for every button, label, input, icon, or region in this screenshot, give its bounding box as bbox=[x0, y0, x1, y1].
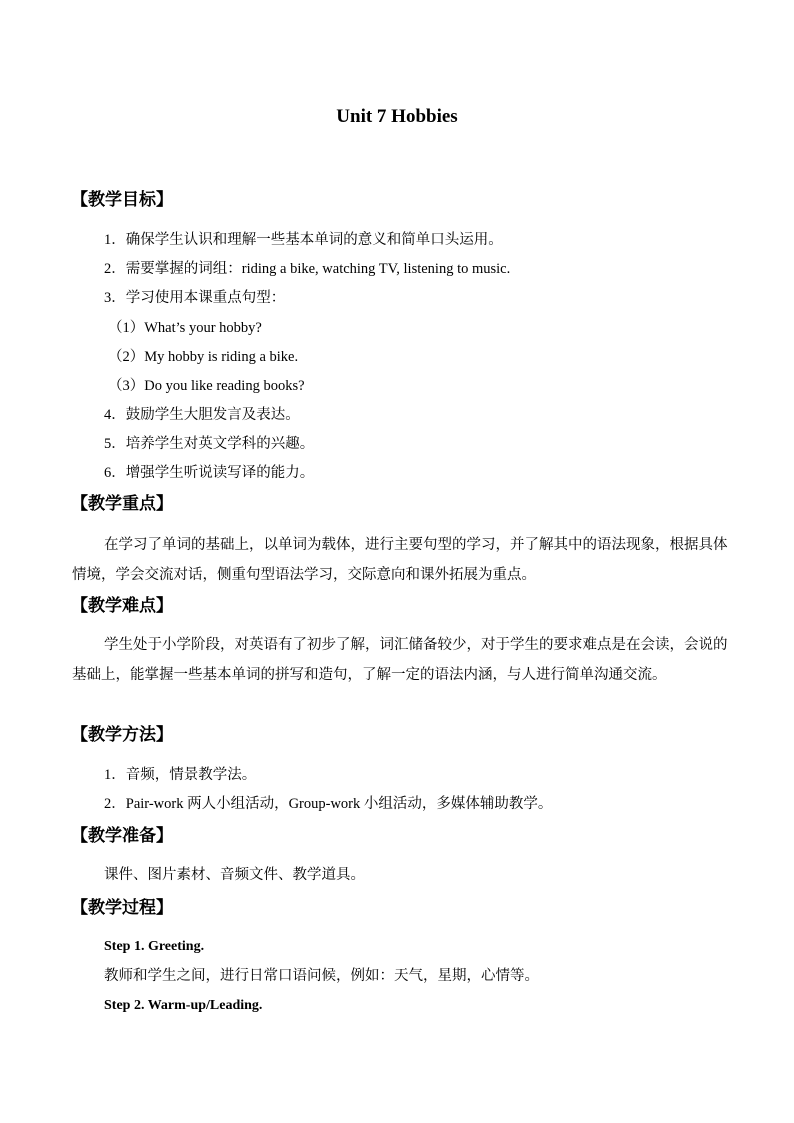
difficulties-text: 学生处于小学阶段，对英语有了初步了解，词汇储备较少，对于学生的要求难点是在会读，会说的基础上，能掌握一些基本单词的拼写和造句，了解一定的语法内涵，与人进行简单沟通交流。 bbox=[72, 637, 728, 683]
preparation-heading: 【教学准备】 bbox=[71, 826, 173, 845]
step-1-title: Step 1. Greeting. bbox=[104, 939, 205, 954]
preparation-text: 课件、图片素材、音频文件、教学道具。 bbox=[104, 867, 365, 883]
document-title: Unit 7 Hobbies bbox=[336, 106, 458, 127]
objective-subitem-3: （3）Do you like reading books? bbox=[108, 378, 305, 394]
method-item-1: 1．音频，情景教学法。 bbox=[104, 767, 257, 783]
objective-item-3: 3．学习使用本课重点句型： bbox=[104, 290, 286, 306]
objective-item-1: 1．确保学生认识和理解一些基本单词的意义和简单口头运用。 bbox=[104, 232, 503, 248]
objective-item-6: 6．增强学生听说读写译的能力。 bbox=[104, 465, 315, 481]
objective-item-5: 5．培养学生对英文学科的兴趣。 bbox=[104, 436, 315, 452]
method-item-2: 2．Pair-work 两人小组活动，Group-work 小组活动，多媒体辅助教学。 bbox=[104, 796, 553, 812]
step-2-title: Step 2. Warm-up/Leading. bbox=[104, 998, 263, 1013]
key-points-text: 在学习了单词的基础上，以单词为载体，进行主要句型的学习，并了解其中的语法现象，根据具体情境，学会交流对话，侧重句型语法学习，交际意向和课外拓展为重点。 bbox=[72, 537, 728, 583]
objective-item-2: 2．需要掌握的词组：riding a bike, watching TV, listening to music. bbox=[104, 261, 511, 277]
objective-subitem-1: （1）What’s your hobby? bbox=[108, 320, 262, 336]
objective-item-4: 4．鼓励学生大胆发言及表达。 bbox=[104, 407, 300, 423]
objectives-heading: 【教学目标】 bbox=[71, 190, 173, 209]
process-heading: 【教学过程】 bbox=[71, 898, 173, 917]
methods-heading: 【教学方法】 bbox=[71, 725, 173, 744]
step-1-text: 教师和学生之间，进行日常口语问候，例如：天气，星期，心情等。 bbox=[104, 968, 539, 984]
difficulties-heading: 【教学难点】 bbox=[71, 596, 173, 615]
objective-subitem-2: （2）My hobby is riding a bike. bbox=[108, 349, 299, 365]
key-points-heading: 【教学重点】 bbox=[71, 494, 173, 513]
